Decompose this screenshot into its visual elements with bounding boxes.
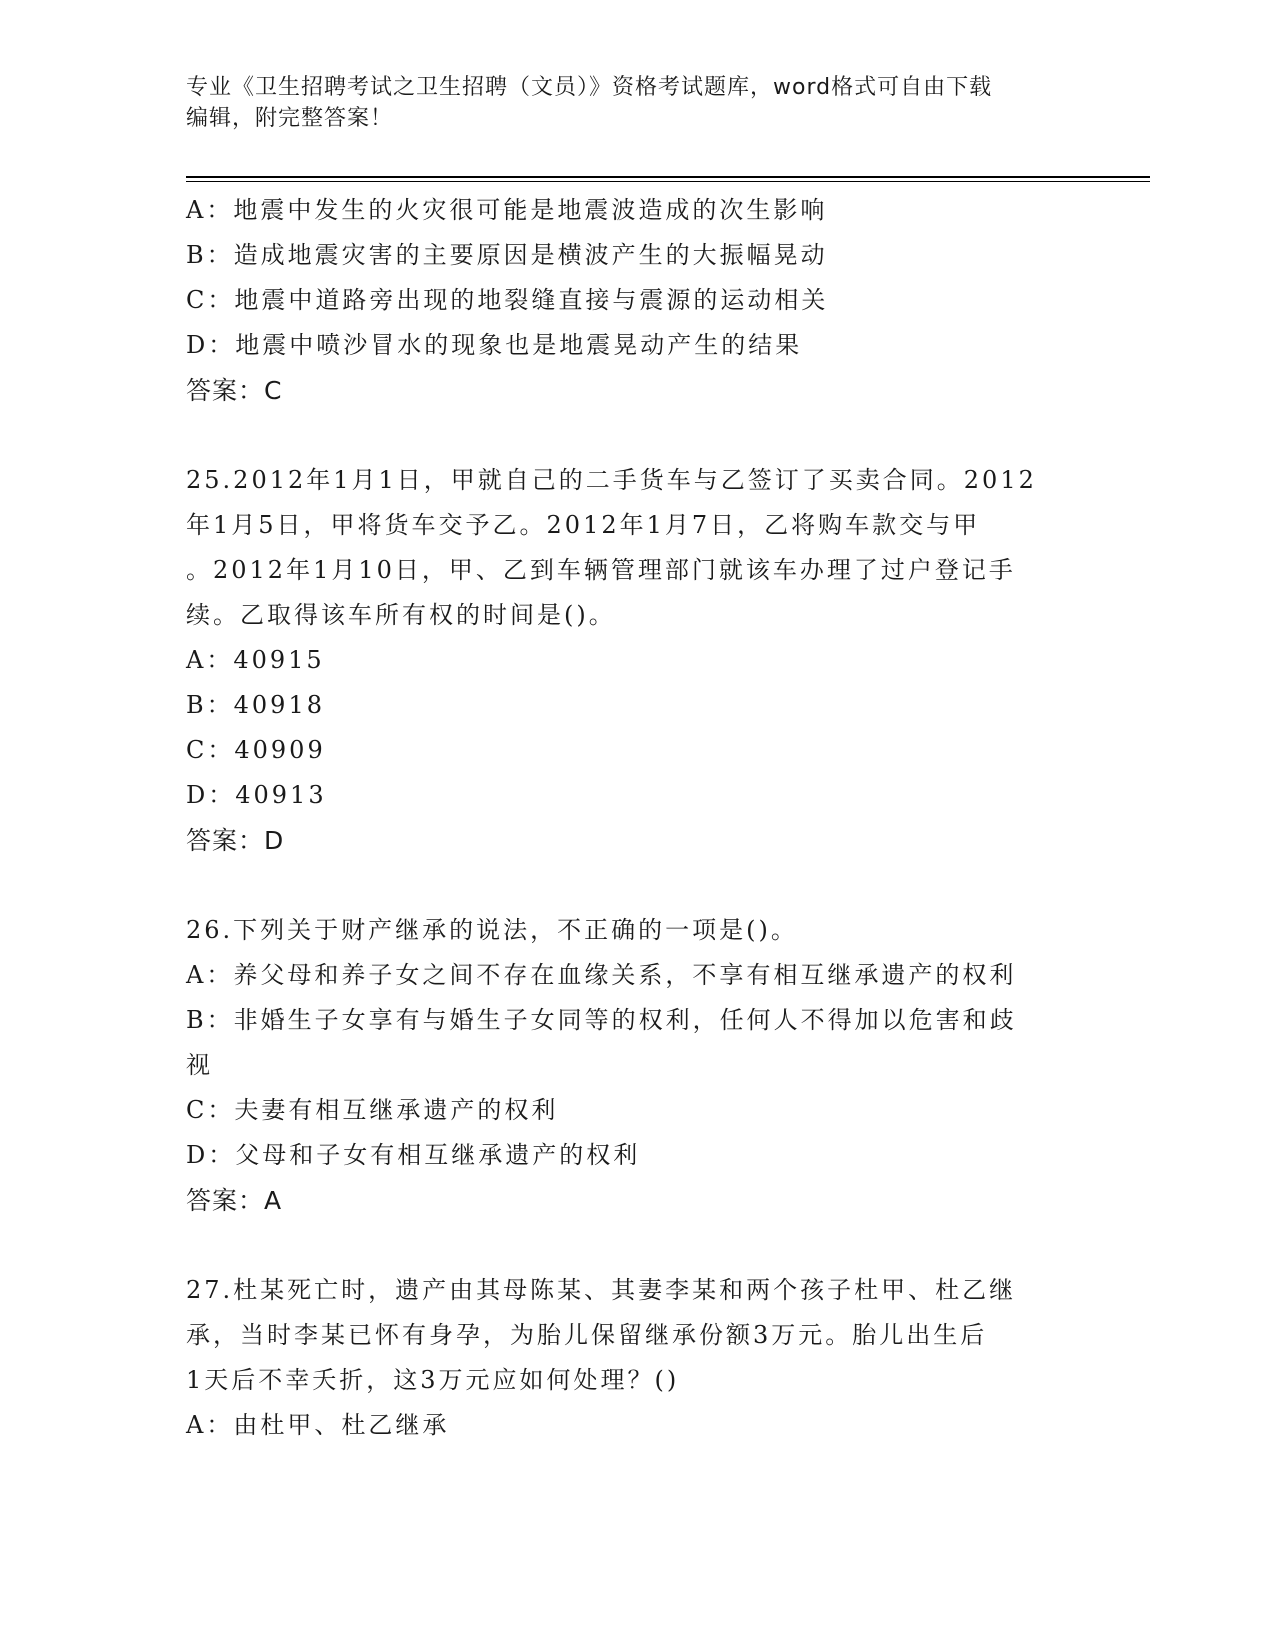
option-b: B：40918 — [186, 691, 325, 719]
question-stem-line: 年1月5日，甲将货车交予乙。2012年1月7日，乙将购车款交与甲 — [186, 511, 981, 539]
option-b: B：造成地震灾害的主要原因是横波产生的大振幅晃动 — [186, 241, 828, 269]
answer: 答案：A — [186, 1186, 283, 1215]
question-stem-line: 1天后不幸夭折，这3万元应如何处理？() — [186, 1366, 680, 1394]
question-27 — [186, 1268, 1086, 1448]
document-header — [186, 72, 1066, 134]
question-stem-line: 续。乙取得该车所有权的时间是()。 — [186, 601, 616, 629]
answer: 答案：C — [186, 376, 283, 405]
option-a: A：由杜甲、杜乙继承 — [186, 1411, 450, 1439]
answer: 答案：D — [186, 826, 285, 855]
option-d: D：40913 — [186, 781, 327, 809]
option-b: B：非婚生子女享有与婚生子女同等的权利，任何人不得加以危害和歧 — [186, 1006, 1017, 1034]
option-b-continued: 视 — [186, 1051, 213, 1079]
question-stem-line: 27.杜某死亡时，遗产由其母陈某、其妻李某和两个孩子杜甲、杜乙继 — [186, 1276, 1017, 1304]
option-a: A：40915 — [186, 646, 325, 674]
header-divider-thick — [186, 176, 1150, 178]
option-c: C：地震中道路旁出现的地裂缝直接与震源的运动相关 — [186, 286, 829, 314]
spacer — [186, 1223, 1086, 1268]
header-line-2: 编辑，附完整答案！ — [186, 106, 394, 131]
option-a: A：地震中发生的火灾很可能是地震波造成的次生影响 — [186, 196, 828, 224]
question-stem: 26.下列关于财产继承的说法，不正确的一项是()。 — [186, 916, 798, 944]
question-content — [186, 188, 1086, 1448]
question-stem-line: 。2012年1月10日，甲、乙到车辆管理部门就该车办理了过户登记手 — [186, 556, 1016, 584]
header-divider-thin — [186, 181, 1150, 182]
spacer — [186, 413, 1086, 458]
option-c: C：40909 — [186, 736, 326, 764]
question-25 — [186, 458, 1086, 863]
spacer — [186, 863, 1086, 908]
header-line-1: 专业《卫生招聘考试之卫生招聘（文员）》资格考试题库，word格式可自由下载 — [186, 75, 993, 100]
option-d: D：地震中喷沙冒水的现象也是地震晃动产生的结果 — [186, 331, 803, 359]
question-stem-line: 承，当时李某已怀有身孕，为胎儿保留继承份额3万元。胎儿出生后 — [186, 1321, 988, 1349]
option-c: C：夫妻有相互继承遗产的权利 — [186, 1096, 559, 1124]
option-d: D：父母和子女有相互继承遗产的权利 — [186, 1141, 641, 1169]
option-a: A：养父母和养子女之间不存在血缘关系，不享有相互继承遗产的权利 — [186, 961, 1017, 989]
question-26 — [186, 908, 1086, 1223]
question-24 — [186, 188, 1086, 413]
question-stem-line: 25.2012年1月1日，甲就自己的二手货车与乙签订了买卖合同。2012 — [186, 466, 1037, 494]
